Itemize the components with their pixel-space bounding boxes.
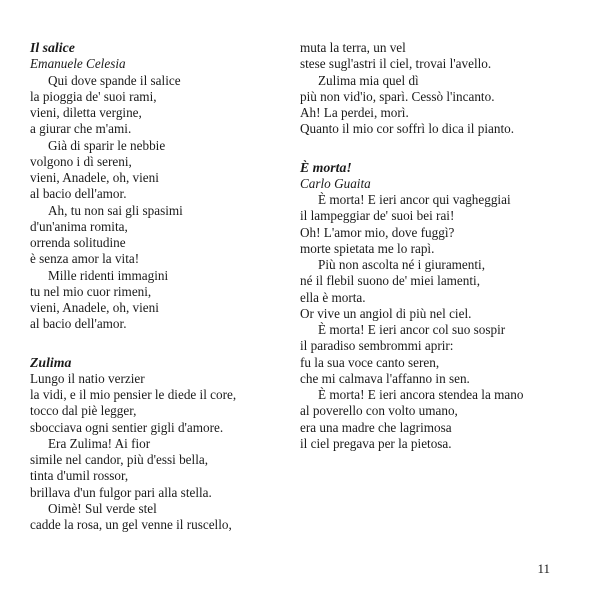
page-number: 11: [537, 561, 550, 576]
verse-line: Qui dove spande il salice: [48, 72, 181, 88]
verse-line: È morta! E ieri ancora stendea la mano: [318, 387, 524, 402]
verse-line: volgono i dì sereni,: [30, 153, 132, 169]
verse-line: Quanto il mio cor soffrì lo dica il pianto.: [300, 121, 515, 137]
right-column: [300, 40, 580, 452]
verse-line: Zulima mia quel dì: [318, 72, 419, 88]
verse-line: sbocciava ogni sentier gigli d'amore.: [30, 419, 224, 435]
verse-line: brillava d'un fulgor pari alla stella.: [30, 484, 212, 500]
verse-line: È morta! E ieri ancor col suo sospir: [318, 322, 506, 337]
verse-line: stese sugl'astri il ciel, trovai l'avello.: [300, 56, 492, 72]
left-column: [30, 40, 290, 533]
poem-author-celesia: Emanuele Celesia: [30, 56, 126, 72]
poem-body-zulima-continued: [300, 40, 580, 138]
verse-line: fu la sua voce canto seren,: [300, 354, 440, 370]
verse-line: Più non ascolta né i giuramenti,: [318, 257, 486, 272]
verse-line: al bacio dell'amor.: [30, 186, 127, 202]
verse-line: Oh! L'amor mio, dove fuggì?: [300, 224, 455, 240]
verse-line: Era Zulima! Ai fior: [48, 435, 151, 451]
verse-line: il paradiso sembrommi aprir:: [300, 338, 454, 354]
verse-line: vieni, Anadele, oh, vieni: [30, 300, 159, 315]
verse-line: che mi calmava l'affanno in sen.: [300, 370, 470, 386]
verse-line: Ah, tu non sai gli spasimi: [48, 202, 183, 218]
verse-line: tocco dal piè legger,: [30, 403, 137, 419]
verse-line: era una madre che lagrimosa: [300, 419, 452, 435]
verse-line: a giurar che m'ami.: [30, 121, 132, 137]
verse-line: vieni, diletta vergine,: [30, 105, 142, 120]
verse-line: Oimè! Sul verde stel: [48, 500, 157, 516]
stanza-spacer: [300, 138, 580, 160]
verse-line: il lampeggiar de' suoi bei rai!: [300, 208, 455, 224]
verse-line: Or vive un angiol di più nel ciel.: [300, 305, 472, 321]
verse-line: al poverello con volto umano,: [300, 403, 458, 419]
verse-line: È morta! E ieri ancor qui vagheggiai: [318, 192, 511, 207]
verse-line: vieni, Anadele, oh, vieni: [30, 170, 159, 185]
verse-line: al bacio dell'amor.: [30, 316, 127, 332]
verse-line: tu nel mio cuor rimeni,: [30, 283, 152, 299]
verse-line: morte spietata me lo rapì.: [300, 240, 435, 256]
stanza-spacer: [30, 333, 290, 355]
poem-body-il-salice: [30, 73, 290, 333]
poem-title-zulima: Zulima: [30, 354, 72, 370]
verse-line: né il flebil suono de' miei lamenti,: [300, 273, 481, 289]
poem-body-zulima: [30, 371, 290, 534]
verse-line: la pioggia de' suoi rami,: [30, 88, 157, 104]
verse-line: simile nel candor, più d'essi bella,: [30, 452, 209, 467]
verse-line: Mille ridenti immagini: [48, 267, 169, 283]
verse-line: Ah! La perdei, morì.: [300, 105, 409, 120]
verse-line: ella è morta.: [300, 289, 366, 305]
verse-line: cadde la rosa, un gel venne il ruscello,: [30, 517, 232, 532]
poem-author-guaita: Carlo Guaita: [300, 175, 371, 191]
poem-body-e-morta: [300, 192, 580, 452]
verse-line: orrenda solitudine: [30, 235, 126, 250]
verse-line: la vidi, e il mio pensier le diede il core,: [30, 387, 237, 402]
verse-line: tinta d'umil rossor,: [30, 468, 129, 484]
poem-title-il-salice: Il salice: [30, 40, 75, 55]
verse-line: è senza amor la vita!: [30, 251, 140, 267]
verse-line: Lungo il natio verzier: [30, 370, 145, 386]
poem-title-e-morta: È morta!: [300, 159, 352, 175]
verse-line: il ciel pregava per la pietosa.: [300, 435, 452, 451]
verse-line: muta la terra, un vel: [300, 40, 406, 55]
verse-line: Già di sparir le nebbie: [48, 137, 166, 153]
verse-line: d'un'anima romita,: [30, 218, 128, 234]
verse-line: più non vid'io, sparì. Cessò l'incanto.: [300, 88, 495, 104]
